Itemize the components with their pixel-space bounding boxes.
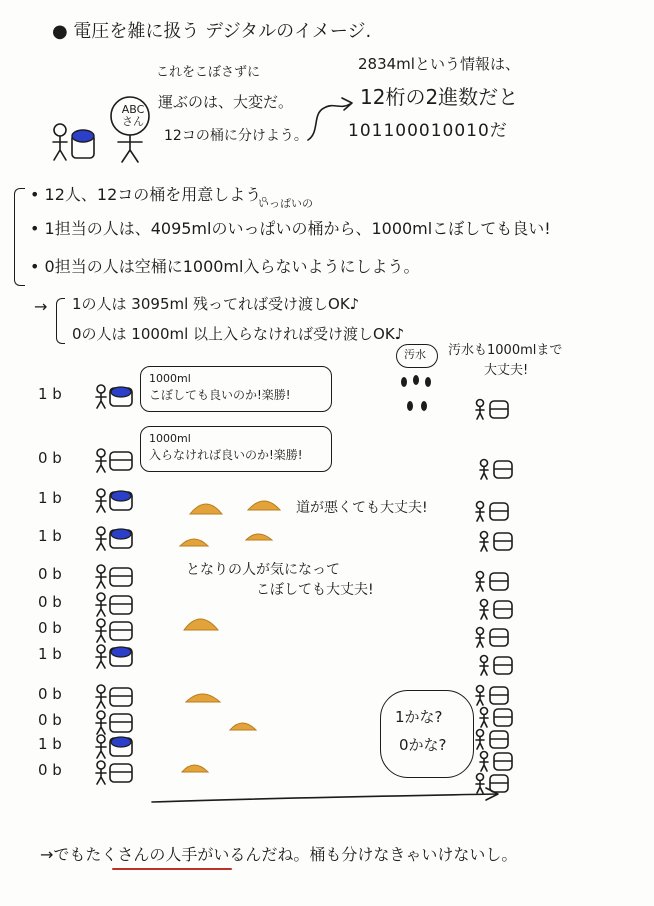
right-person-bucket-icon — [478, 530, 518, 554]
person-label: ABCさん — [121, 103, 145, 129]
buckets-note: 12コの桶に分けよう。 — [164, 128, 308, 144]
neighbor-line2: こぼしても大丈夫! — [256, 582, 374, 598]
person-full-bucket-icon — [94, 644, 138, 670]
bit-label: 0 b — [38, 711, 62, 729]
conclusion-arrow: → — [34, 297, 48, 316]
right-person-bucket-icon — [474, 570, 514, 594]
rule-item-1: • 12人、12コの桶を用意しよう。 — [30, 185, 278, 204]
right-person-bucket-icon — [474, 500, 514, 524]
info-line1: 2834mlという情報は、 — [358, 55, 520, 73]
person-empty-bucket-icon — [94, 564, 138, 590]
person-empty-bucket-icon — [94, 618, 138, 644]
person-empty-bucket-icon — [94, 710, 138, 736]
right-person-bucket-icon — [474, 684, 514, 708]
right-person-bucket-icon — [474, 728, 514, 752]
bit-label: 1 b — [38, 489, 62, 507]
person-empty-bucket-icon — [94, 448, 138, 474]
neighbor-line1: となりの人が気になって — [186, 562, 340, 578]
carry-line2: 運ぶのは、大変だ。 — [158, 93, 294, 111]
carry-line1: これをこぼさずに — [156, 65, 261, 80]
person-empty-bucket-icon — [94, 760, 138, 786]
right-person-bucket-icon — [478, 654, 518, 678]
bit-label: 0 b — [38, 761, 62, 779]
rain-note-line1: 汚水も1000mlまで — [448, 343, 563, 358]
bubble2-line1: 1000ml — [149, 432, 191, 445]
person-full-bucket-icon — [94, 526, 138, 552]
bit-label: 0 b — [38, 449, 62, 467]
right-person-bucket-icon — [474, 398, 514, 422]
conclusion-2: 0の人は 1000ml 以上入らなければ受け渡しOK♪ — [72, 325, 405, 343]
bubble1-line1: 1000ml — [149, 372, 191, 385]
rain-cloud-icon — [396, 344, 438, 368]
right-person-bucket-icon — [478, 458, 518, 482]
bubble2-line2: 入らなければ良いのか!楽勝! — [149, 448, 303, 462]
bit-label: 0 b — [38, 593, 62, 611]
bit-label: 0 b — [38, 619, 62, 637]
info-line2: 12桁の2進数だと — [360, 85, 519, 109]
rain-note-line2: 大丈夫! — [484, 363, 529, 378]
speech-bubble-2 — [140, 426, 332, 472]
page-title: ● 電圧を雑に扱う デジタルのイメージ. — [52, 21, 372, 42]
info-line3: 101100010010だ — [348, 121, 508, 141]
person-full-bucket-icon — [94, 734, 138, 760]
footer-text: →でもたくさんの人手がいるんだね。桶も分けなきゃいけないし。 — [40, 845, 518, 864]
bit-label: 1 b — [38, 527, 62, 545]
speech-bubble-1 — [140, 366, 332, 412]
rule-item-3: • 0担当の人は空桶に1000ml入らないようにしよう。 — [30, 257, 420, 276]
conclusion-1: 1の人は 3095ml 残ってれば受け渡しOK♪ — [72, 295, 360, 313]
footer-underline — [112, 868, 232, 870]
question-line1: 1かな? — [395, 708, 443, 726]
person-with-bucket-icon — [50, 120, 110, 170]
right-person-bucket-icon — [478, 706, 518, 730]
transfer-arrow-icon — [152, 788, 512, 808]
rules-bracket — [14, 188, 25, 286]
rules-annotation: いっぱいの — [258, 197, 313, 210]
bit-label: 0 b — [38, 565, 62, 583]
road-note: 道が悪くても大丈夫! — [296, 500, 428, 516]
person-full-bucket-icon — [94, 384, 138, 410]
bit-label: 1 b — [38, 385, 62, 403]
question-line2: 0かな? — [399, 736, 447, 754]
person-empty-bucket-icon — [94, 592, 138, 618]
person-empty-bucket-icon — [94, 684, 138, 710]
bit-label: 1 b — [38, 735, 62, 753]
right-person-bucket-icon — [474, 626, 514, 650]
right-person-bucket-icon — [478, 750, 518, 774]
rough-road-icon — [176, 490, 296, 770]
raindrops-icon — [398, 376, 438, 426]
bubble1-line2: こぼしても良いのか!楽勝! — [149, 388, 291, 402]
bit-label: 1 b — [38, 645, 62, 663]
rain-cloud-label: 汚水 — [404, 348, 426, 361]
rule-item-2: • 1担当の人は、4095mlのいっぱいの桶から、1000mlこぼしても良い! — [30, 219, 551, 238]
person-full-bucket-icon — [94, 488, 138, 514]
right-person-bucket-icon — [478, 598, 518, 622]
bit-label: 0 b — [38, 685, 62, 703]
conclusion-bracket — [56, 298, 65, 344]
question-bubble — [380, 690, 474, 778]
